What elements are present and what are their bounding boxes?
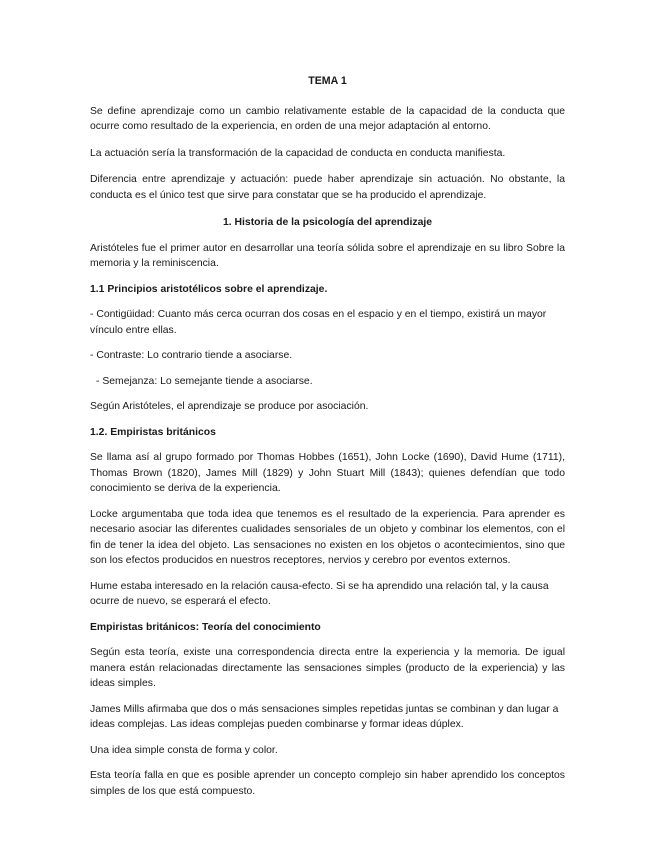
paragraph-locke: Locke argumentaba que toda idea que tenemos es el resultado de la experiencia. Para aprender es necesario asociar las diferentes cualidades sensoriales de un objeto y combinar los elementos, con el fin de tener la idea del objeto. Las sensaciones no existen en los objetos o acontecimientos, sino que son los efectos producidos en nuestros receptores, nervios y cerebro por eventos externos. — [90, 508, 565, 566]
paragraph-definition: Se define aprendizaje como un cambio relativamente estable de la capacidad de la conducta que ocurre como resultado de la experiencia, en orden de una mejor adaptación al entorno. — [90, 105, 565, 132]
section-heading-teoria-conocimiento: Empiristas británicos: Teoría del conocimiento — [90, 621, 321, 633]
paragraph-asociacion: Según Aristóteles, el aprendizaje se produce por asociación. — [90, 401, 369, 412]
paragraph-hume: Hume estaba interesado en la relación causa-efecto. Si se ha aprendido una relación tal, y la causa ocurre de nuevo, se esperará el efecto. — [90, 580, 549, 607]
section-heading-historia: 1. Historia de la psicología del aprendizaje — [222, 217, 433, 228]
section-heading-empiristas: 1.2. Empiristas británicos — [90, 426, 216, 438]
list-item-contraste: - Contraste: Lo contrario tiende a asociarse. — [90, 350, 293, 361]
list-item-contiguidad: - Contigüidad: Cuanto más cerca ocurran dos cosas en el espacio y en el tiempo, existirá un mayor vínculo entre ellas. — [90, 309, 547, 336]
paragraph-correspondencia: Según esta teoría, existe una correspondencia directa entre la experiencia y la memoria. De igual manera están relacionadas directamente las sensaciones simples (producto de la experiencia) y las ideas simples. — [90, 647, 565, 689]
document-body — [90, 74, 565, 799]
paragraph-empiristas-grupo: Se llama así al grupo formado por Thomas Hobbes (1651), John Locke (1690), David Hume (1711), Thomas Brown (1820), James Mill (1829) y John Stuart Mill (1843); quienes defendían que todo conocimiento se deriva de la experiencia. — [90, 452, 565, 494]
section-heading-principios: 1.1 Principios aristotélicos sobre el aprendizaje. — [90, 283, 328, 295]
list-item-semejanza: - Semejanza: Lo semejante tiende a asociarse. — [96, 375, 313, 387]
paragraph-idea-simple: Una idea simple consta de forma y color. — [90, 744, 278, 756]
paragraph-aristoteles: Aristóteles fue el primer autor en desarrollar una teoría sólida sobre el aprendizaje en su libro Sobre la memoria y la reminiscencia. — [90, 242, 565, 269]
paragraph-james-mills: James Mills afirmaba que dos o más sensaciones simples repetidas juntas se combinan y dan lugar a ideas complejas. Las ideas complejas pueden combinarse y formar ideas dúplex. — [90, 703, 559, 730]
document-title: TEMA 1 — [308, 75, 347, 87]
paragraph-falla: Esta teoría falla en que es posible aprender un concepto complejo sin haber aprendido los conceptos simples de los que está compuesto. — [90, 770, 565, 797]
paragraph-actuacion: La actuación sería la transformación de la capacidad de conducta en conducta manifiesta. — [90, 147, 506, 159]
paragraph-diferencia: Diferencia entre aprendizaje y actuación: puede haber aprendizaje sin actuación. No obstante, la conducta es el único test que sirve para constatar que se ha producido el aprendizaje. — [90, 174, 565, 201]
